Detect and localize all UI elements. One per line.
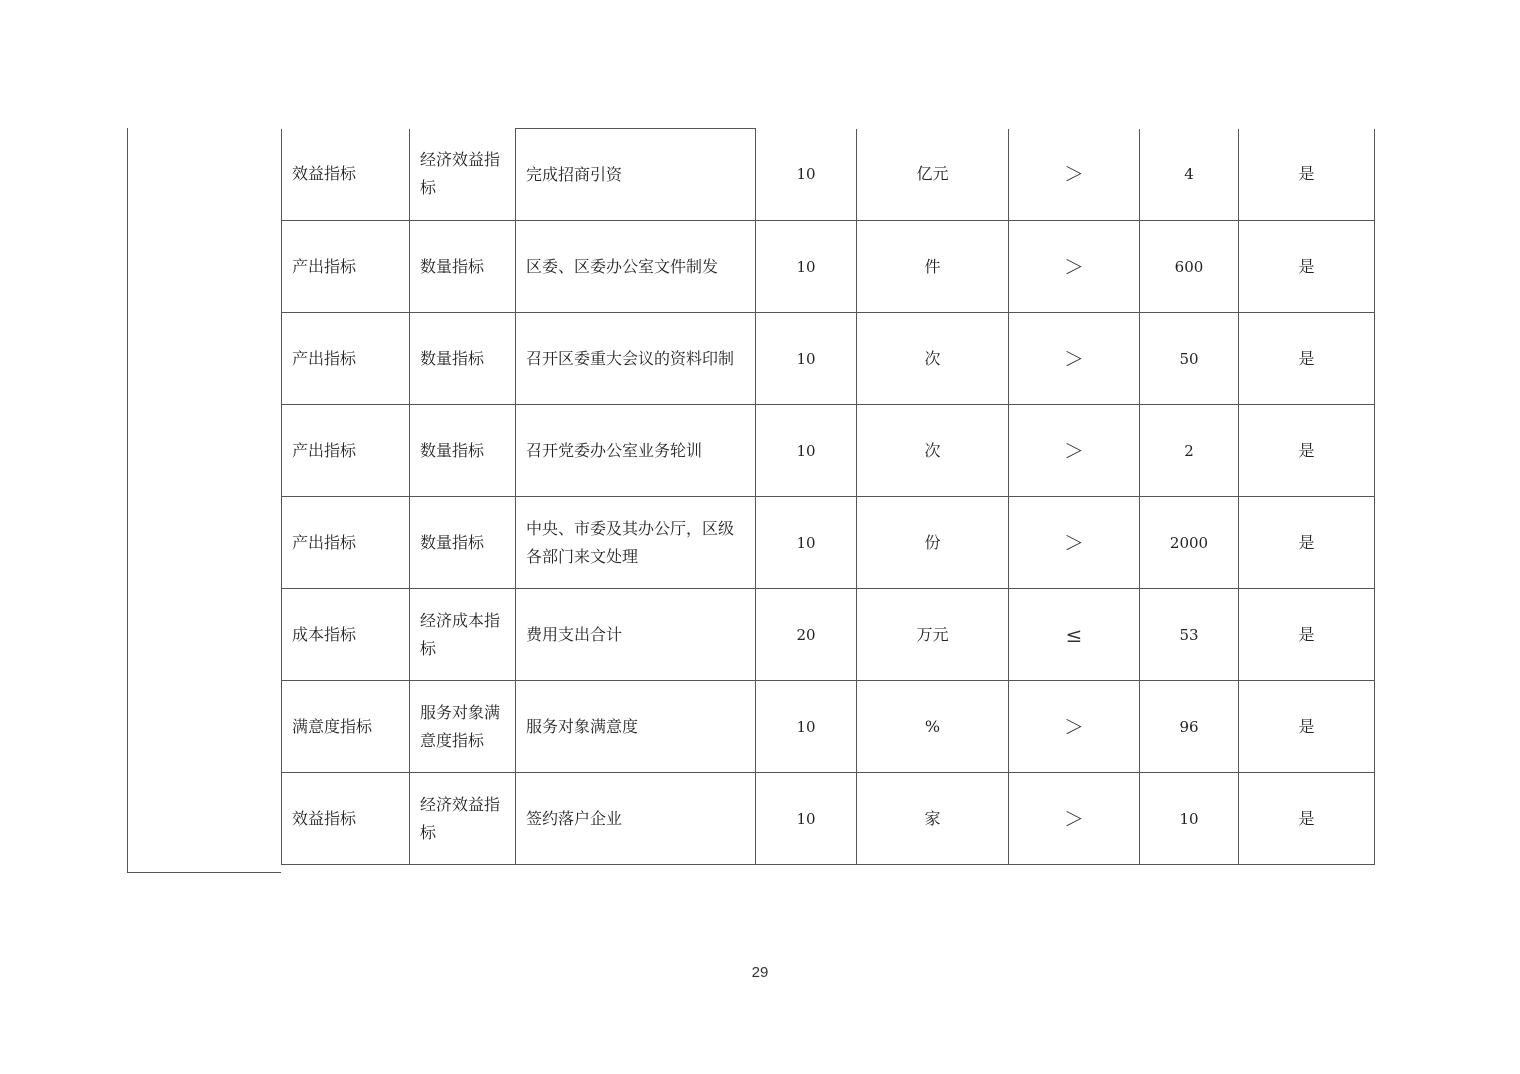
level2-indicator-cell: 经济成本指标	[410, 589, 516, 681]
operator-cell: ＞	[1009, 129, 1140, 221]
flag-cell: 是	[1239, 497, 1375, 589]
table-row	[282, 405, 1375, 497]
weight-cell: 10	[756, 405, 857, 497]
level2-indicator-cell: 数量指标	[410, 497, 516, 589]
indicator-name-cell: 费用支出合计	[516, 589, 756, 681]
performance-indicator-table	[281, 128, 1375, 865]
level1-indicator-cell: 产出指标	[282, 221, 410, 313]
operator-cell: ＞	[1009, 681, 1140, 773]
unit-cell: 亿元	[857, 129, 1009, 221]
level1-indicator-cell: 成本指标	[282, 589, 410, 681]
weight-cell: 10	[756, 681, 857, 773]
unit-cell: 万元	[857, 589, 1009, 681]
indicator-name-cell: 召开党委办公室业务轮训	[516, 405, 756, 497]
table-row	[282, 129, 1375, 221]
target-value-cell: 10	[1140, 773, 1239, 865]
flag-cell: 是	[1239, 221, 1375, 313]
unit-cell: %	[857, 681, 1009, 773]
weight-cell: 10	[756, 221, 857, 313]
operator-cell: ＞	[1009, 313, 1140, 405]
flag-cell: 是	[1239, 589, 1375, 681]
operator-cell: ＞	[1009, 221, 1140, 313]
unit-cell: 家	[857, 773, 1009, 865]
target-value-cell: 53	[1140, 589, 1239, 681]
level1-indicator-cell: 满意度指标	[282, 681, 410, 773]
indicator-name-cell: 区委、区委办公室文件制发	[516, 221, 756, 313]
weight-cell: 10	[756, 129, 857, 221]
target-value-cell: 50	[1140, 313, 1239, 405]
level1-indicator-cell: 产出指标	[282, 497, 410, 589]
flag-cell: 是	[1239, 129, 1375, 221]
weight-cell: 20	[756, 589, 857, 681]
table-row	[282, 221, 1375, 313]
level1-indicator-cell: 产出指标	[282, 313, 410, 405]
indicator-name-cell: 服务对象满意度	[516, 681, 756, 773]
target-value-cell: 2	[1140, 405, 1239, 497]
table-row	[282, 497, 1375, 589]
level2-indicator-cell: 经济效益指标	[410, 129, 516, 221]
level1-indicator-cell: 效益指标	[282, 129, 410, 221]
operator-cell: ＞	[1009, 405, 1140, 497]
operator-cell: ≤	[1009, 589, 1140, 681]
table-row	[282, 773, 1375, 865]
flag-cell: 是	[1239, 681, 1375, 773]
operator-cell: ＞	[1009, 497, 1140, 589]
page-number: 29	[751, 964, 769, 981]
table-row	[282, 313, 1375, 405]
flag-cell: 是	[1239, 313, 1375, 405]
level1-indicator-cell: 产出指标	[282, 405, 410, 497]
operator-cell: ＞	[1009, 773, 1140, 865]
unit-cell: 份	[857, 497, 1009, 589]
weight-cell: 10	[756, 313, 857, 405]
indicator-name-cell: 召开区委重大会议的资料印制	[516, 313, 756, 405]
level1-indicator-cell: 效益指标	[282, 773, 410, 865]
flag-cell: 是	[1239, 773, 1375, 865]
unit-cell: 次	[857, 313, 1009, 405]
target-value-cell: 4	[1140, 129, 1239, 221]
level2-indicator-cell: 经济效益指标	[410, 773, 516, 865]
indicator-name-cell: 签约落户企业	[516, 773, 756, 865]
table-row	[282, 589, 1375, 681]
target-value-cell: 600	[1140, 221, 1239, 313]
merged-left-column	[127, 128, 281, 873]
unit-cell: 次	[857, 405, 1009, 497]
target-value-cell: 2000	[1140, 497, 1239, 589]
weight-cell: 10	[756, 497, 857, 589]
target-value-cell: 96	[1140, 681, 1239, 773]
unit-cell: 件	[857, 221, 1009, 313]
weight-cell: 10	[756, 773, 857, 865]
indicator-name-cell: 完成招商引资	[516, 129, 756, 221]
level2-indicator-cell: 数量指标	[410, 313, 516, 405]
level2-indicator-cell: 数量指标	[410, 221, 516, 313]
table-row	[282, 681, 1375, 773]
flag-cell: 是	[1239, 405, 1375, 497]
indicator-name-cell: 中央、市委及其办公厅，区级各部门来文处理	[516, 497, 756, 589]
level2-indicator-cell: 数量指标	[410, 405, 516, 497]
level2-indicator-cell: 服务对象满意度指标	[410, 681, 516, 773]
